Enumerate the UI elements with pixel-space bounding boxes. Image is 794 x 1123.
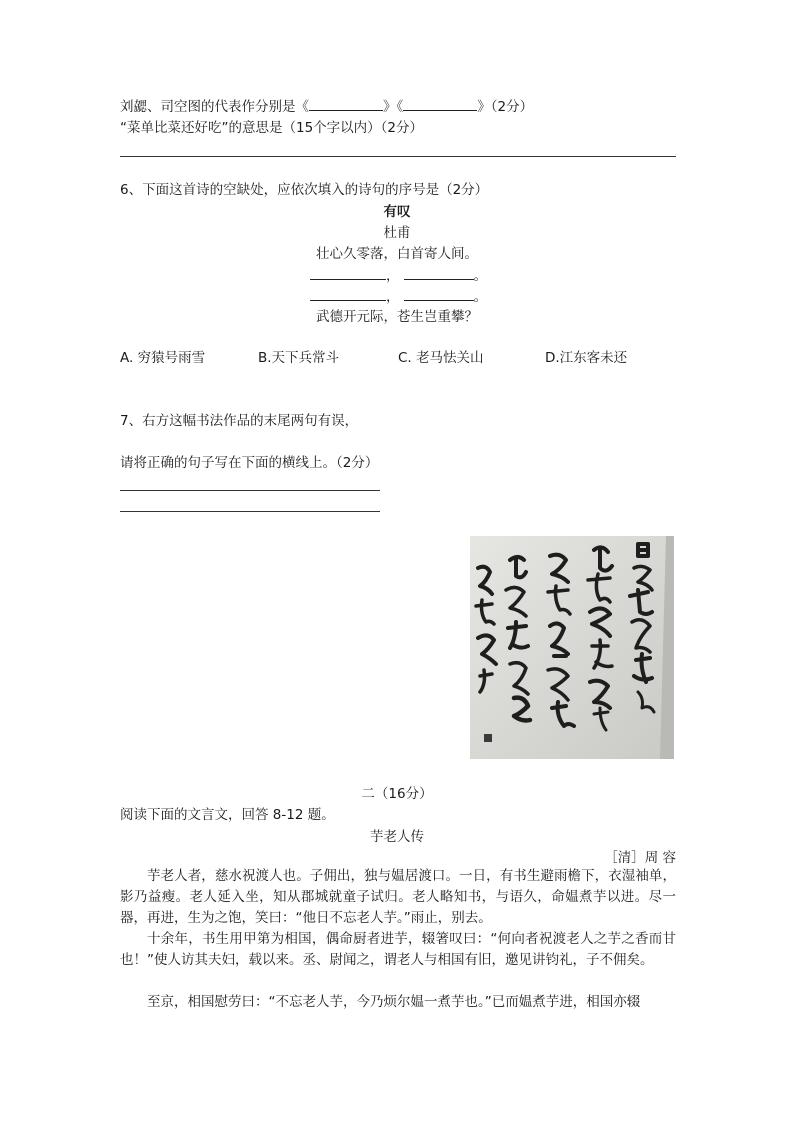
option-d: D.江东客未还 [545,350,628,366]
answer-blank[interactable] [310,286,386,301]
option-b: B.天下兵常斗 [258,350,340,366]
passage-author: ［清］周 容 [604,850,676,866]
passage-paragraph-2: 十余年，书生用甲第为相国，偶命厨者进芋，辍箸叹曰：“何向者祝渡老人之芋之香而甘也！”使人访其夫妇，载以来。丞、尉闻之，谓老人与相国有旧，邀见讲钧礼，子不佣矣。 [120,931,676,968]
section-intro: 阅读下面的文言文，回答 8-12 题。 [120,807,335,823]
q7-line1: 7、右方这幅书法作品的末尾两句有误， [120,413,359,429]
q7-line2: 请将正确的句子写在下面的横线上。（2分） [120,455,379,471]
poem-period: 。 [473,289,487,305]
q6-question: 6、下面这首诗的空缺处，应依次填入的诗句的序号是（2分） [120,182,489,198]
poem-line-1: 壮心久零落，白首寄人间。 [316,246,478,262]
poem-line-4: 武德开元际，苍生岂重攀？ [316,309,478,325]
q5-line1-mid: 》《 [383,99,404,115]
answer-blank[interactable] [404,286,474,301]
poem-line-2 [310,265,487,286]
poem-author: 杜甫 [383,225,411,241]
option-a: A. 穷猿号雨雪 [120,350,206,366]
poem-period: 。 [473,268,487,284]
option-c: C. 老马怯关山 [398,350,484,366]
q5-line1-suffix: 》（2分） [477,99,534,115]
poem-title: 有叹 [383,204,411,220]
poem-line-3 [310,286,487,307]
poem-comma: ， [386,268,400,284]
answer-line[interactable] [120,490,380,491]
passage-title: 芋老人传 [370,829,424,845]
q5-line1 [120,96,533,117]
calligraphy-strokes [470,536,674,759]
answer-blank[interactable] [403,96,477,111]
q5-line2: “菜单比菜还好吃”的意思是（15个字以内）（2分） [120,120,424,136]
section-heading: 二（16分） [361,786,433,802]
answer-blank[interactable] [309,96,383,111]
answer-line[interactable] [120,156,676,157]
q5-line1-prefix: 刘勰、司空图的代表作分别是《 [120,99,309,115]
answer-blank[interactable] [404,265,474,280]
answer-line[interactable] [120,511,380,512]
passage-paragraph-1: 芋老人者，慈水祝渡人也。子佣出，独与媪居渡口。一日，有书生避雨檐下，衣湿袖单，影乃益瘦。老人延入坐，知从郡城就童子试归。老人略知书，与语久，命媪煮芋以进。尽一器，再进，生为之饱，笑曰：“他日不忘老人芋。”雨止，别去。 [120,868,676,926]
calligraphy-image [470,536,674,759]
passage-paragraph-3: 至京，相国慰劳曰：“不忘老人芋，今乃烦尔媪一煮芋也。”已而媪煮芋进，相国亦辍 [147,994,641,1010]
poem-comma: ， [386,289,400,305]
answer-blank[interactable] [310,265,386,280]
